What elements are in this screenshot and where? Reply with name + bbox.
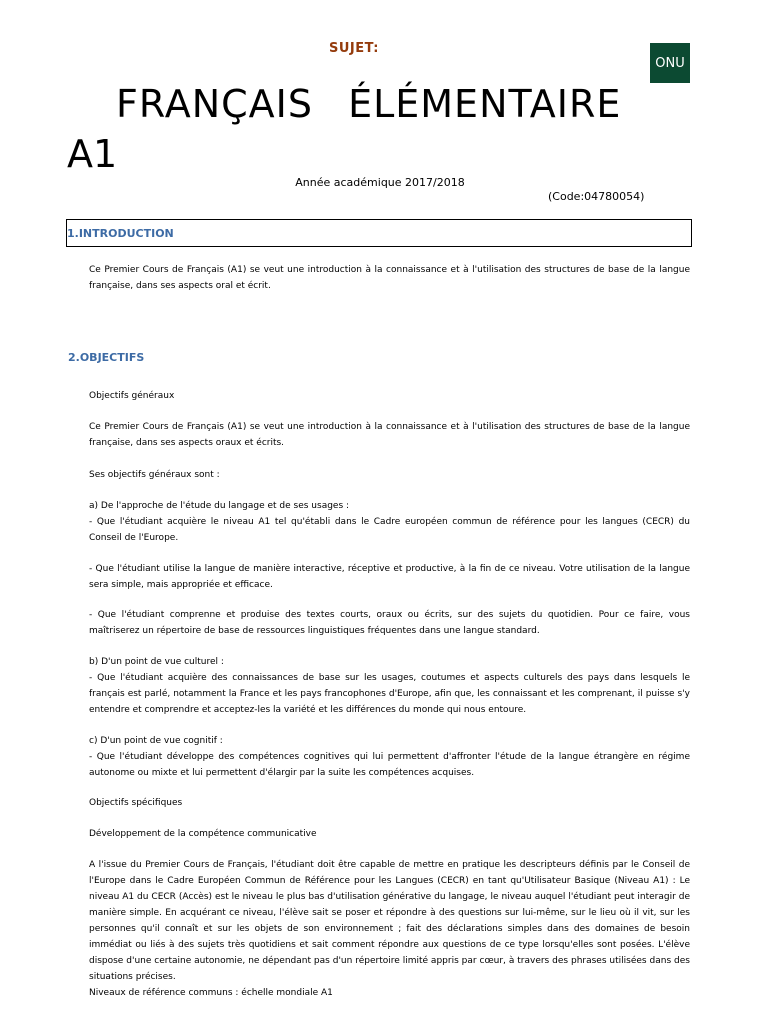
point-c-item-1: - Que l'étudiant développe des compétences cognitives qui lui permettent d'affronter l'étude de la langue étrangère en régime autonome ou mixte et lui permettent d'élargir par la suite les compétences acquises. [89, 752, 690, 778]
point-b-item-1: - Que l'étudiant acquière des connaissances de base sur les usages, coutumes et aspects culturels des pays dans lesquels le français est parlé, notamment la France et les pays francophones d'Europe, afin que, les connaissant et les comprenant, il puisse s'y entendre et comprendre et acceptez-les la variété et les différences du monde qui nous entoure. [89, 673, 690, 715]
introduction-heading: 1.INTRODUCTION [67, 227, 174, 240]
niveaux-reference-label: Niveaux de référence communs : échelle mondiale A1 [89, 988, 333, 998]
objectifs-paragraph-2: Ses objectifs généraux sont : [89, 470, 220, 480]
point-a-item-2: - Que l'étudiant utilise la langue de manière interactive, réceptive et productive, à la fin de ce niveau. Votre utilisation de la langue sera simple, mais appropriée et efficace. [89, 564, 690, 590]
introduction-text: Ce Premier Cours de Français (A1) se veut une introduction à la connaissance et à l'utilisation des structures de base de la langue française, dans ses aspects oral et écrit. [89, 265, 690, 291]
point-a-item-3: - Que l'étudiant comprenne et produise des textes courts, oraux ou écrits, sur des sujets du quotidien. Pour ce faire, vous maîtriserez un répertoire de base de ressources linguistiques fréquentes dans une langue standard. [89, 610, 690, 636]
developpement-label: Développement de la compétence communicative [89, 829, 317, 839]
onu-badge: ONU [650, 43, 690, 83]
objectifs-heading: 2.OBJECTIFS [68, 351, 145, 364]
competence-paragraph: A l'issue du Premier Cours de Français, l'étudiant doit être capable de mettre en pratique les descripteurs définis par le Conseil de l'Europe dans le Cadre Européen Commun de Référence pour les Langues (CECR) en tant qu'Utilisateur Basique (Niveau A1) : Le niveau A1 du CECR (Accès) est le niveau le plus bas d'utilisation générative du langage, le niveau auquel l'étudiant peut interagir de manière simple. En acquérant ce niveau, l'élève sait se poser et répondre à des questions sur lui-même, sur le lieu où il vit, sur les personnes qu'il connaît et sur les objets de son environnement ; fait des déclarations simples dans des domaines de besoin immédiat ou liés à des sujets très quotidiens et sait comment répondre aux questions de ce type lorsqu'elles sont posées. L'élève dispose d'une certaine autonomie, ne dépendant pas d'un répertoire limité appris par cœur, à travers des phrases utilisées dans des situations précises. [89, 860, 690, 982]
point-a-heading: a) De l'approche de l'étude du langage et de ses usages : [89, 501, 350, 511]
document-title-level: A1 [67, 132, 118, 176]
point-b-heading: b) D'un point de vue culturel : [89, 657, 224, 667]
academic-year: Année académique 2017/2018 [295, 176, 465, 189]
introduction-heading-box [66, 219, 692, 247]
point-c-heading: c) D'un point de vue cognitif : [89, 736, 223, 746]
objectifs-specifiques-label: Objectifs spécifiques [89, 798, 183, 808]
sujet-label: SUJET: [329, 41, 379, 56]
document-title: FRANÇAIS ÉLÉMENTAIRE [116, 82, 622, 126]
course-code: (Code:04780054) [548, 190, 645, 203]
point-a-item-1: - Que l'étudiant acquière le niveau A1 tel qu'établi dans le Cadre européen commun de référence pour les langues (CECR) du Conseil de l'Europe. [89, 517, 690, 543]
objectifs-paragraph-1: Ce Premier Cours de Français (A1) se veut une introduction à la connaissance et à l'utilisation des structures de base de la langue française, dans ses aspects oraux et écrits. [89, 422, 690, 448]
objectifs-generaux-label: Objectifs généraux [89, 391, 175, 401]
